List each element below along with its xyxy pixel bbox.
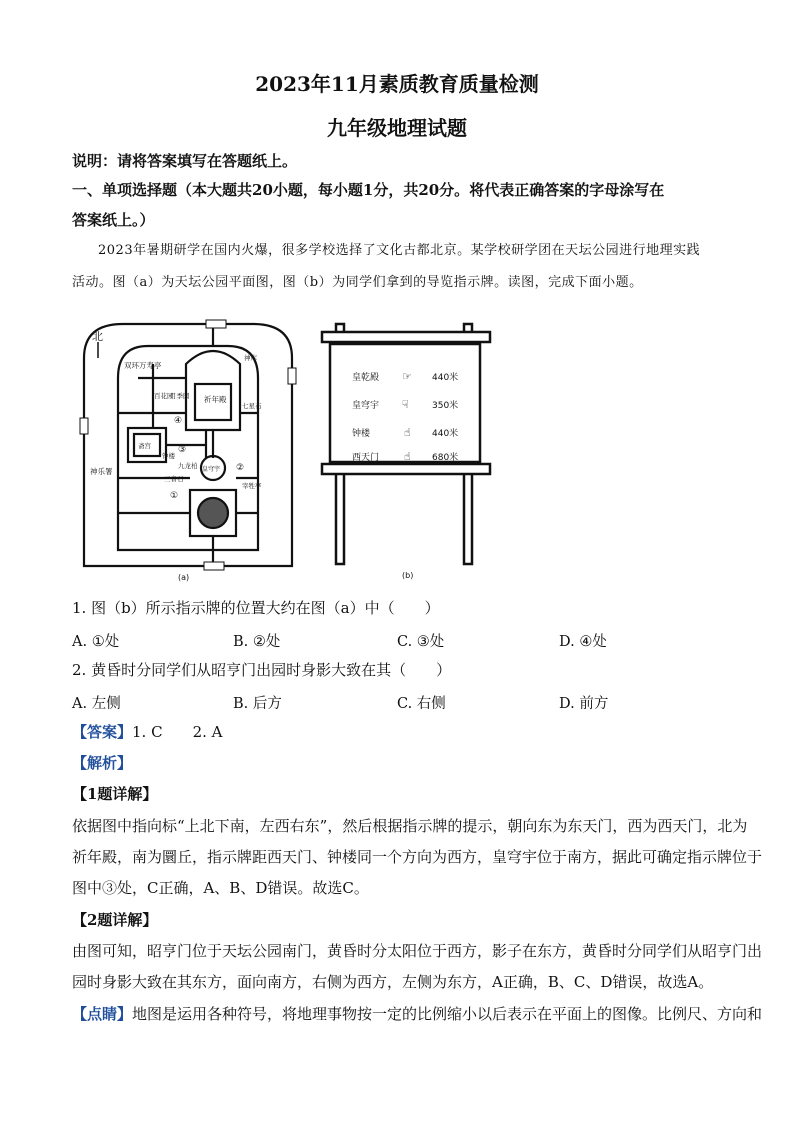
detail-1-tag: 【1题详解】 — [72, 785, 158, 803]
yueji-label: 月季园 — [170, 392, 190, 400]
page-subtitle: 九年级地理试题 — [327, 116, 467, 140]
sign-row-4-name: 西天门 — [352, 453, 380, 463]
sign-row-1-dist: 440米 — [432, 373, 459, 383]
pointer-hand-down-icon: ☟ — [402, 398, 409, 411]
shenle-label: 神乐署 — [90, 467, 113, 476]
question-1: 1. 图（b）所示指示牌的位置大约在图（a）中（ ） — [72, 599, 440, 617]
sign-row-3-name: 钟楼 — [352, 429, 371, 439]
tip-text: 地图是运用各种符号，将地理事物按一定的比例缩小以后表示在平面上的图像。比例尺、方向和 — [132, 1005, 763, 1023]
sign-row-1-name: 皇乾殿 — [352, 373, 380, 383]
answer-text: 1. C 2. A — [132, 723, 223, 741]
question-2: 2. 黄昏时分同学们从昭亨门出园时身影大致在其（ ） — [72, 661, 452, 679]
marker-2: ② — [236, 463, 245, 473]
baihua-label: 百花园 — [154, 392, 174, 400]
q2-option-b: B. 后方 — [233, 696, 282, 712]
qiniandian-label: 祈年殿 — [204, 395, 227, 404]
shuanghuan-label: 双环万寿亭 — [124, 361, 162, 370]
huangqiong-label: 皇穹宇 — [202, 466, 221, 473]
tip-tag: 【点睛】 — [72, 1005, 133, 1023]
pointer-hand-up-icon-2: ☝ — [404, 450, 411, 463]
sign-row-3-dist: 440米 — [432, 429, 459, 439]
sanyin-label: 三音石 — [164, 475, 184, 483]
zhonglou-label: 钟楼 — [162, 452, 175, 460]
q2-option-c: C. 右侧 — [397, 696, 446, 712]
section-heading-line2: 答案纸上。） — [72, 211, 155, 229]
tip-line — [72, 1000, 762, 1029]
q1-option-c: C. ③处 — [397, 634, 445, 650]
detail-2-line1: 由图可知，昭亨门位于天坛公园南门，黄昏时分太阳位于西方，影子在东方，黄昏时分同学们从昭亨门出 — [72, 942, 763, 960]
jiulong-label: 九龙柏 — [178, 462, 198, 470]
analysis-tag: 【解析】 — [72, 754, 133, 772]
pointer-hand-up-icon: ☝ — [404, 426, 411, 439]
map-caption: (a) — [178, 573, 190, 582]
intro-line2: 活动。图（a）为天坛公园平面图，图（b）为同学们拿到的导览指示牌。读图，完成下面小题。 — [72, 275, 643, 290]
tiantan-park-map — [78, 318, 308, 586]
detail-1-line2: 祈年殿，南为圜丘，指示牌距西天门、钟楼同一个方向为西方，皇穹宇位于南方，据此可确定指示牌位于 — [72, 848, 763, 866]
sign-row-2-dist: 350米 — [432, 401, 459, 411]
q1-option-a: A. ①处 — [72, 634, 120, 650]
marker-3: ③ — [178, 445, 187, 455]
answer-tag: 【答案】 — [72, 723, 133, 741]
sign-caption: (b) — [402, 571, 414, 580]
q2-option-a: A. 左侧 — [72, 696, 121, 712]
detail-2-line2: 园时身影大致在其东方，面向南方，右侧为西方，左侧为东方，A正确，B、C、D错误，故选A。 — [72, 973, 714, 991]
shenku-label: 神库 — [244, 354, 257, 362]
sign-row-2-name: 皇穹宇 — [352, 401, 380, 411]
page-title: 2023年11月素质教育质量检测 — [255, 72, 539, 96]
detail-1-line1: 依据图中指向标“上北下南，左西右东”，然后根据指示牌的提示，朝向东为东天门，西为西天门，北为 — [72, 817, 748, 835]
detail-2-tag: 【2题详解】 — [72, 911, 158, 929]
q1-option-b: B. ②处 — [233, 634, 281, 650]
zhaigong-label: 斋宫 — [138, 442, 151, 450]
sign-row-4-dist: 680米 — [432, 453, 459, 463]
north-label: 北 — [92, 330, 103, 343]
guide-signboard — [318, 322, 498, 584]
q2-option-d: D. 前方 — [559, 696, 609, 712]
marker-4: ④ — [174, 416, 183, 426]
answer-line — [72, 718, 223, 747]
zaishen-label: 宰牲亭 — [242, 482, 262, 490]
intro-line1: 2023年暑期研学在国内火爆，很多学校选择了文化古都北京。某学校研学团在天坛公园进行地理实践 — [98, 243, 701, 258]
detail-1-line3: 图中③处，C正确，A、B、D错误。故选C。 — [72, 879, 369, 897]
qixing-label: 七星石 — [242, 402, 262, 410]
instruction-note: 说明：请将答案填写在答题纸上。 — [72, 152, 298, 170]
section-heading-line1: 一、单项选择题（本大题共20小题，每小题1分，共20分。将代表正确答案的字母涂写在 — [72, 181, 665, 199]
pointer-hand-right-icon: ☞ — [402, 370, 412, 383]
marker-1: ① — [170, 491, 179, 501]
q1-option-d: D. ④处 — [559, 634, 607, 650]
